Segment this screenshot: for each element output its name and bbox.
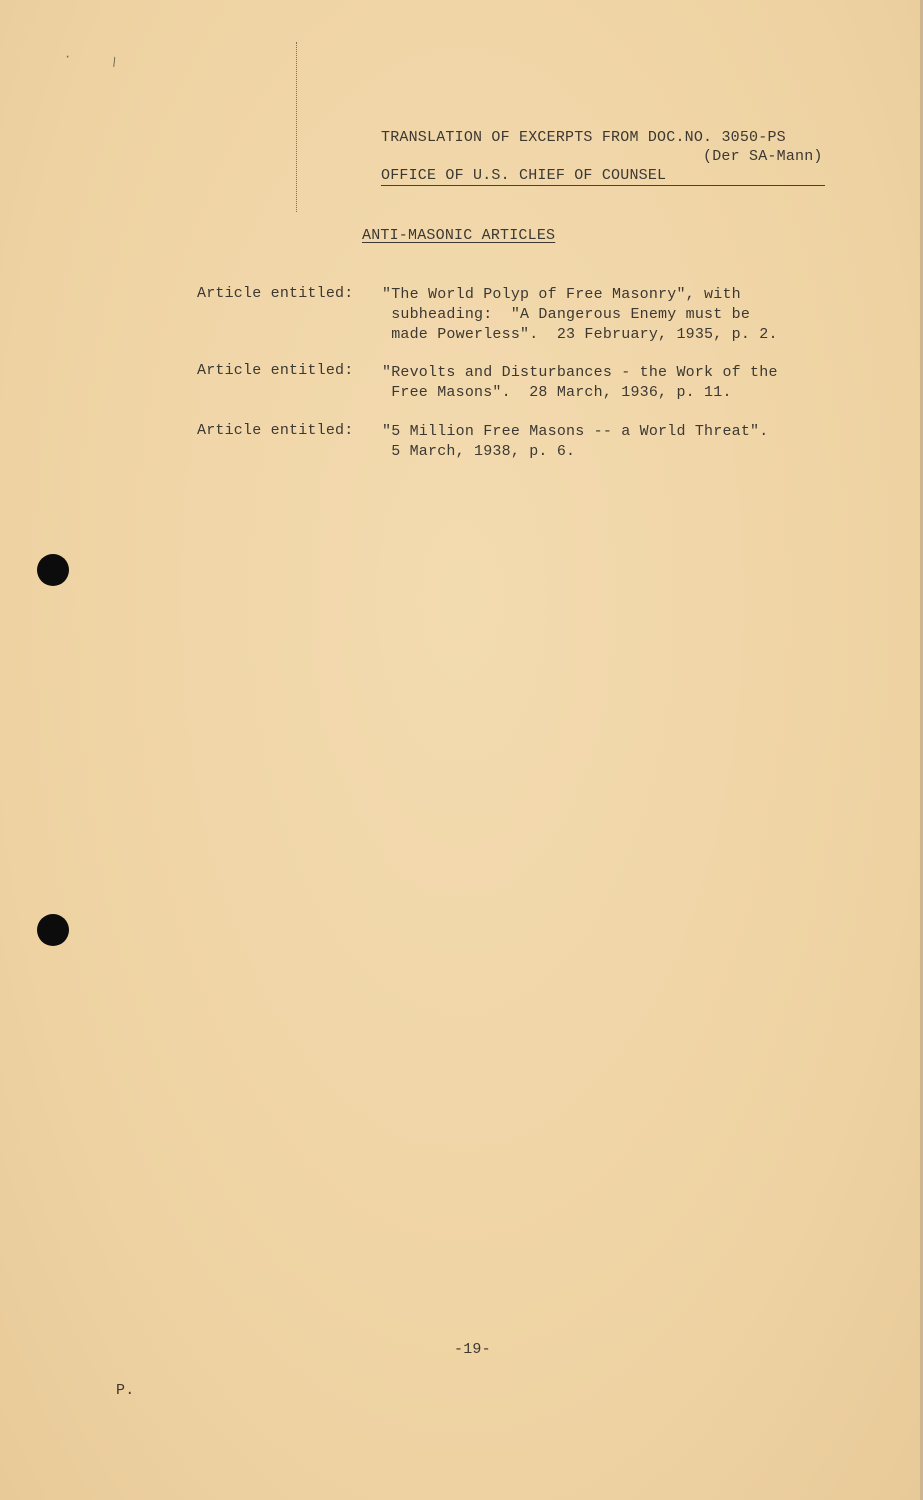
article-label: Article entitled: bbox=[197, 285, 354, 302]
source-line: (Der SA-Mann) bbox=[703, 148, 823, 165]
article-title-line: Free Masons". 28 March, 1936, p. 11. bbox=[382, 384, 732, 401]
page-number: -19- bbox=[454, 1341, 491, 1358]
article-title-line: "5 Million Free Masons -- a World Threat". bbox=[382, 423, 769, 440]
stray-mark: · bbox=[64, 50, 72, 64]
section-title: ANTI-MASONIC ARTICLES bbox=[362, 227, 556, 244]
header-rule bbox=[381, 185, 825, 186]
office-line: OFFICE OF U.S. CHIEF OF COUNSEL bbox=[381, 167, 667, 184]
punch-hole bbox=[37, 914, 69, 946]
article-title-line: 5 March, 1938, p. 6. bbox=[382, 443, 576, 460]
stray-mark: \ bbox=[106, 55, 121, 71]
article-title-line: subheading: "A Dangerous Enemy must be bbox=[382, 306, 751, 323]
article-label: Article entitled: bbox=[197, 362, 354, 379]
article-title-line: made Powerless". 23 February, 1935, p. 2. bbox=[382, 326, 778, 343]
margin-marks bbox=[296, 42, 298, 212]
footer-mark: P. bbox=[116, 1382, 135, 1399]
translation-line: TRANSLATION OF EXCERPTS FROM DOC.NO. 3050-PS bbox=[381, 129, 786, 146]
article-label: Article entitled: bbox=[197, 422, 354, 439]
punch-hole bbox=[37, 554, 69, 586]
article-title-line: "Revolts and Disturbances - the Work of the bbox=[382, 364, 778, 381]
article-title-line: "The World Polyp of Free Masonry", with bbox=[382, 286, 741, 303]
